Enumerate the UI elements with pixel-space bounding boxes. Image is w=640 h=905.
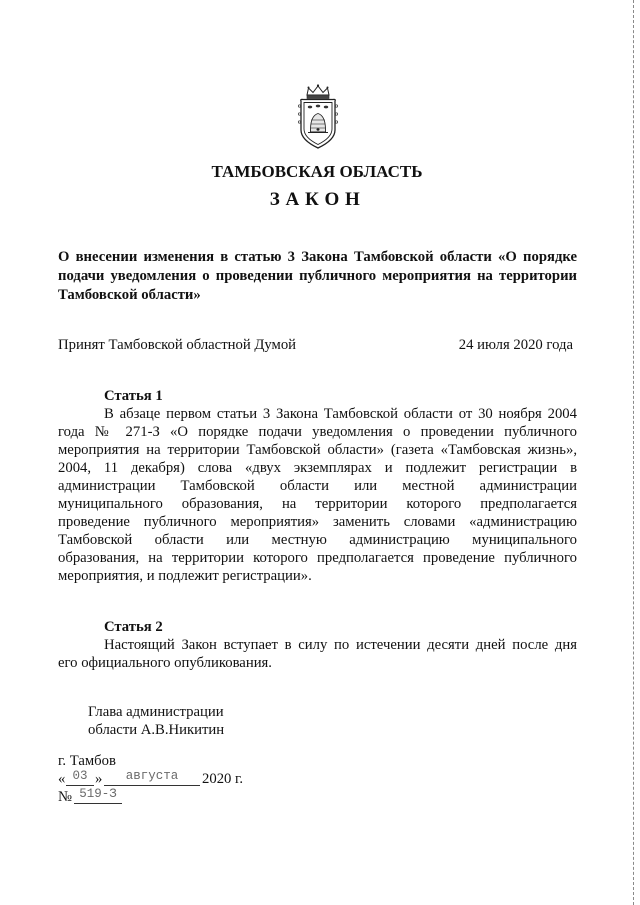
law-title-line: О внесении изменения в статью 3 Закона Тамбовской области «О порядке — [58, 249, 577, 265]
article-1-line: образования, на территории которого предполагается проведение публичного — [58, 550, 577, 566]
scan-edge-line — [633, 0, 634, 905]
date-day: 03 — [66, 769, 94, 786]
law-title-line: Тамбовской области» — [58, 287, 201, 303]
article-1-line: мероприятия, и подлежит регистрации». — [58, 568, 312, 584]
date-year: 2020 г. — [202, 771, 244, 787]
coat-of-arms-icon — [297, 84, 339, 150]
signatory-position: Глава администрации — [88, 704, 224, 720]
date-month: августа — [104, 769, 200, 786]
article-1-heading: Статья 1 — [104, 388, 163, 404]
article-1-line: администрации Тамбовской области или местной администрации — [58, 478, 577, 494]
article-1-line: муниципального образования, на территории которого предполагается — [58, 496, 577, 512]
article-1-line: проведение публичного мероприятия» заменить словами «администрацию — [58, 514, 577, 530]
adoption-date: 24 июля 2020 года — [458, 337, 573, 353]
law-number: 519-З — [74, 787, 122, 804]
article-1-line: мероприятия на территории Тамбовской области» (газета «Тамбовская жизнь», — [58, 442, 577, 458]
article-1-line: В абзаце первом статьи 3 Закона Тамбовской области от 30 ноября 2004 — [104, 406, 577, 422]
article-2-line: Настоящий Закон вступает в силу по истечении десяти дней после дня — [104, 637, 577, 653]
law-title-line: подачи уведомления о проведении публичного мероприятия на территории — [58, 268, 577, 284]
document-type-heading: З А К О Н — [269, 189, 361, 210]
signatory-name: области А.В.Никитин — [88, 722, 225, 738]
article-1-line: 2004, 11 декабря) слова «двух экземплярах и подлежит регистрации в — [58, 460, 577, 476]
date-quote-close: » — [95, 771, 103, 787]
article-1-line: Тамбовской области или местную администрацию муниципального — [58, 532, 577, 548]
adoption-text: Принят Тамбовской областной Думой — [58, 337, 297, 353]
article-2-line: его официального опубликования. — [58, 655, 272, 671]
date-quote-open: « — [58, 771, 66, 787]
article-2-heading: Статья 2 — [104, 619, 163, 635]
city-label: г. Тамбов — [58, 753, 116, 769]
region-heading: ТАМБОВСКАЯ ОБЛАСТЬ — [211, 162, 423, 181]
number-sign: № — [58, 789, 73, 805]
article-1-line: года № 271-З «О порядке подачи уведомления о проведении публичного — [58, 424, 577, 440]
